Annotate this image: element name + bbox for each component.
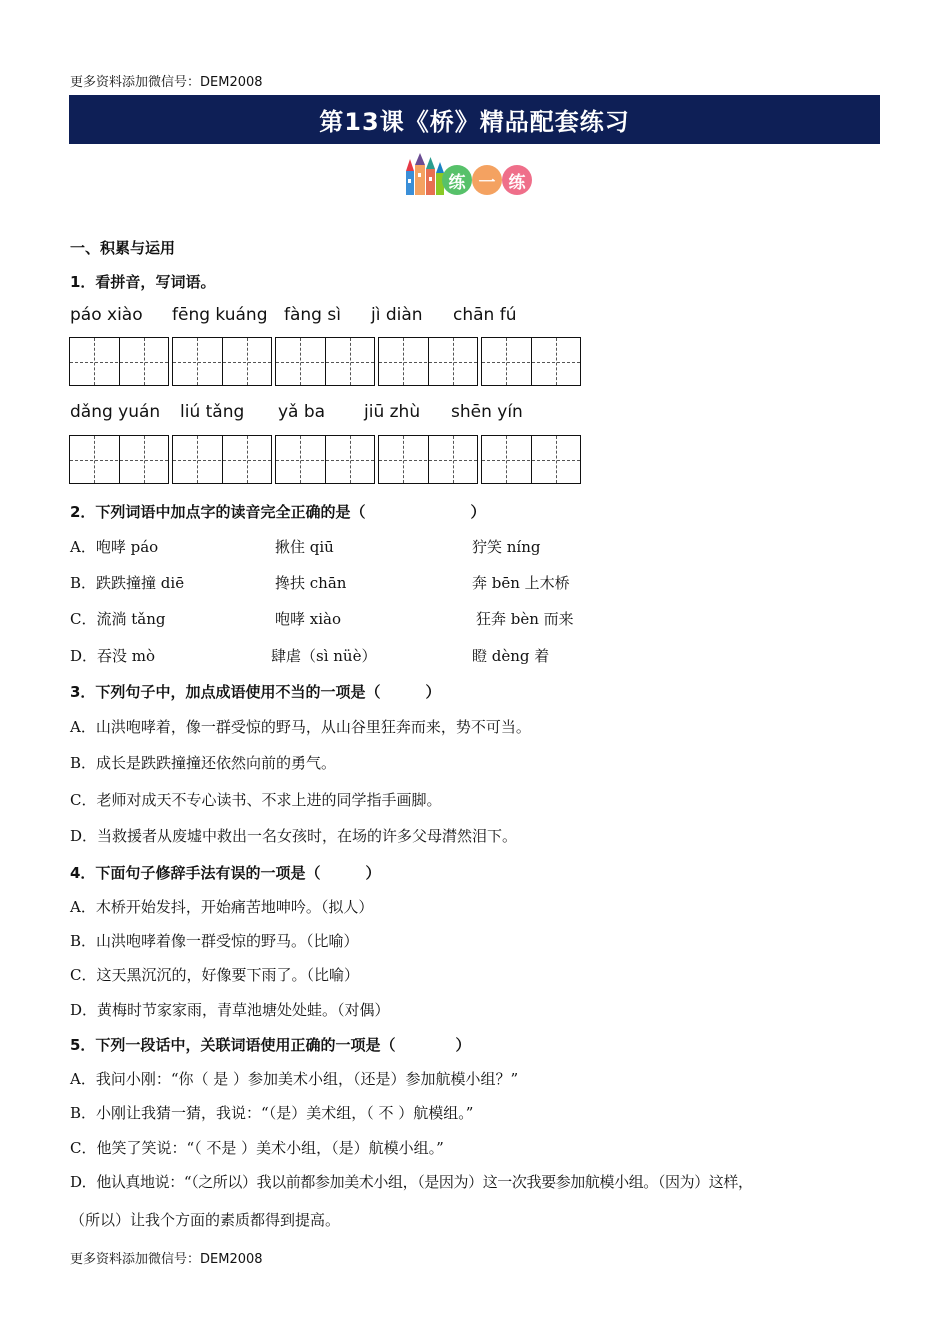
- pinyin-label: dǎng yuán: [70, 402, 161, 422]
- option-d-1: D．吞没 mò: [70, 647, 156, 665]
- page-title: 第13课《桥》精品配套练习: [69, 95, 880, 144]
- badge-char-3: 练: [502, 165, 532, 195]
- question-3-title: 3．下列句子中，加点成语使用不当的一项是（ ）: [70, 683, 441, 701]
- pinyin-label: liú tǎng: [180, 402, 245, 422]
- question-2-title: 2．下列词语中加点字的读音完全正确的是（ ）: [70, 503, 486, 521]
- option-a-3: 狞笑 níng: [472, 538, 541, 556]
- writing-cell[interactable]: [172, 435, 272, 484]
- question-4-title: 4．下面句子修辞手法有误的一项是（ ）: [70, 864, 381, 882]
- option-b-1: B．跌跌撞撞 diē: [70, 574, 185, 592]
- pinyin-label: páo xiào: [70, 305, 143, 325]
- writing-cell[interactable]: [69, 435, 169, 484]
- writing-grid-row-2: [69, 435, 581, 484]
- badge-char-1: 练: [442, 165, 472, 195]
- writing-cell[interactable]: [275, 337, 375, 386]
- question-5-title: 5．下列一段话中，关联词语使用正确的一项是（ ）: [70, 1036, 471, 1054]
- pinyin-label: fēng kuáng: [172, 305, 268, 325]
- option-c: C．他笑了笑说：“（ 不是 ）美术小组，（是）航模小组。”: [70, 1139, 444, 1157]
- option-c: C．这天黑沉沉的，好像要下雨了。（比喻）: [70, 966, 359, 984]
- writing-cell[interactable]: [69, 337, 169, 386]
- badge-char-2: 一: [472, 165, 502, 195]
- option-d: D．当救援者从废墟中救出一名女孩时，在场的许多父母潸然泪下。: [70, 827, 518, 845]
- option-c-1: C．流淌 tǎng: [70, 610, 166, 628]
- option-b-2: 搀扶 chān: [275, 574, 347, 592]
- pinyin-label: jì diàn: [371, 305, 423, 325]
- writing-cell[interactable]: [378, 337, 478, 386]
- option-d: D．黄梅时节家家雨，青草池塘处处蛙。（对偶）: [70, 1001, 390, 1019]
- writing-grid-row-1: [69, 337, 581, 386]
- option-a-1: A．咆哮 páo: [70, 538, 159, 556]
- writing-cell[interactable]: [481, 337, 581, 386]
- pinyin-label: chān fú: [453, 305, 517, 325]
- option-d-continued: （所以）让我个方面的素质都得到提高。: [70, 1211, 341, 1229]
- option-b: B．成长是跌跌撞撞还依然向前的勇气。: [70, 754, 337, 772]
- option-b-3: 奔 bēn 上木桥: [472, 574, 570, 592]
- writing-cell[interactable]: [275, 435, 375, 484]
- writing-cell[interactable]: [481, 435, 581, 484]
- pinyin-label: shēn yín: [451, 402, 523, 422]
- writing-cell[interactable]: [378, 435, 478, 484]
- option-a-2: 揪住 qiū: [275, 538, 334, 556]
- question-1-title: 1．看拼音，写词语。: [70, 273, 216, 291]
- option-a: A．木桥开始发抖，开始痛苦地呻吟。（拟人）: [70, 898, 374, 916]
- footer-note: 更多资料添加微信号：DEM2008: [70, 1252, 263, 1267]
- option-a: A．山洪咆哮着，像一群受惊的野马，从山谷里狂奔而来，势不可当。: [70, 718, 531, 736]
- option-a: A．我问小刚：“你（ 是 ）参加美术小组，（还是）参加航模小组？”: [70, 1070, 519, 1088]
- header-note: 更多资料添加微信号：DEM2008: [70, 75, 263, 90]
- pinyin-label: fàng sì: [284, 305, 341, 325]
- writing-cell[interactable]: [172, 337, 272, 386]
- option-c-3: 狂奔 bèn 而来: [476, 610, 574, 628]
- option-c-2: 咆哮 xiào: [275, 610, 341, 628]
- pinyin-label: yǎ ba: [278, 402, 326, 422]
- option-b: B．山洪咆哮着像一群受惊的野马。（比喻）: [70, 932, 359, 950]
- option-c: C．老师对成天不专心读书、不求上进的同学指手画脚。: [70, 791, 442, 809]
- pinyin-label: jiū zhù: [364, 402, 421, 422]
- option-d-2: 肆虐（sì nüè）: [271, 647, 377, 665]
- option-b: B．小刚让我猜一猜，我说：“（是）美术组，（ 不 ）航模组。”: [70, 1104, 474, 1122]
- practice-badge: [402, 153, 534, 197]
- option-d-3: 瞪 dèng 着: [472, 647, 550, 665]
- option-d: D．他认真地说：“（之所以）我以前都参加美术小组，（是因为）这一次我要参加航模小组。（因为）这样，: [70, 1173, 753, 1191]
- section-heading: 一、积累与运用: [70, 239, 176, 257]
